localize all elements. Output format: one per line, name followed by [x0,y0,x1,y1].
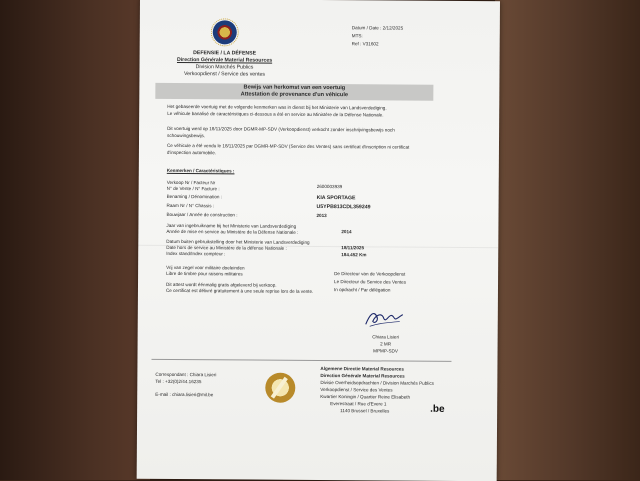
background-table-right [495,0,640,480]
spec-value-build-year: 2013 [316,212,327,219]
footer-org-line-6: Everestraat / Rue d'Evere 1 [330,401,387,407]
free-note-nl: Dit attest wordt éénmalig gratis afgeleverd bij verkoop. [165,281,277,288]
footer-org-line-3: Divisie Overheidsopdrachten / Division Marchés Publics [320,380,434,386]
signatory-line-1: De Directeur van de Verkoopdienst [334,271,406,277]
spec-label: Année de mise en service au Ministère de la Défense Nationale : [166,228,299,235]
background-table-left [0,0,150,480]
footer-divider [151,359,451,362]
footer-org-line-5: Kwartier Koningin / Quartier Reine Elisabeth [320,394,411,400]
footer-org-line-2: Direction Générale Material Resources [320,373,405,379]
signatory-line-3: In opdracht / Par délégation [333,287,391,293]
signatory-rank: 2 MR [380,341,392,347]
org-line-4: Verkoopdienst / Service des ventes [183,71,266,78]
date-line: Datum / Date : 2/12/2025 [351,25,404,31]
org-line-2: Direction Générale Material Resources [176,57,273,64]
spec-label: Raam Nr / N° Chassis : [166,202,215,209]
spec-label: Index stand/Index compteur : [166,250,226,257]
title-fr: Attestation de provenance d'un véhicule [240,91,349,99]
correspondent-name: Correspondant : Chiara Lisieri [155,371,217,378]
be-logo: .be [430,403,445,415]
signatory-unit: MPMP-SDV [373,348,398,354]
spec-value-odometer: 184.452 Km [341,252,367,258]
spec-value-service-year: 2014 [341,229,352,235]
intro-p3-fr-b: d'inspection automobile. [166,149,217,156]
spec-label: Bouwjaar / Année de construction : [166,211,238,218]
exemption-nl: Vrij van zegel voor militaire doeleinden [166,264,245,271]
footer-org-line-7: 1140 Brussel / Bruxelles [340,408,390,414]
intro-p2-nl: Dit voertuig werd op 18/11/2025 door DGMR-MP-SDV (Verkoopdienst) verkocht zonder inschrijvingsbewijs noch [167,125,395,133]
spec-label: N° de Vente / N° Facture : [166,185,220,192]
free-note-fr: Ce certificat est délivré gratuitement à une seule reprise lors de la vente. [165,287,314,294]
title-nl: Bewijs van herkomst van een voertuig [243,84,346,92]
footer-org-line-1: Algemene Directie Material Resources [320,366,404,372]
spec-label: Date hors de service au Ministère de la défense Nationale : [166,244,287,251]
spec-label: Verkoop Nr / Facteur Nr [166,179,216,186]
signatory-line-2: Le Directeur du Service des Ventes [334,279,407,285]
document-page [137,0,500,481]
handwritten-signature [364,306,404,328]
spec-label: Jaar van ingebruikname bij het Ministerie van Landsverdediging [166,222,297,229]
intro-p2-nl-b: schouwingsbewijs. [167,132,206,139]
spec-label: Benaming / Dénomination : [166,193,223,200]
correspondent-email: E-mail : chiara.lisieri@mil.be [155,391,214,398]
signatory-name: Chiara Lisieri [372,334,400,340]
spec-label: Datum buiten gebruikstelling door het Ministerie van Landsverdediging [166,238,310,245]
defense-seal-logo [213,20,237,44]
ref-line: Ref : V31602 [351,41,379,47]
mts-line: MTS: [351,33,363,39]
exemption-fr: Libre de timbre pour raisons militaires [166,270,243,277]
spec-value-decommission-date: 18/11/2025 [341,245,365,251]
specs-header: Kenmerken / Caractéristiques : [166,167,235,174]
spec-value-chassis: U5YPB813CDL359249 [316,203,371,211]
footer-org-line-4: Verkoopdienst / Service des Ventes [320,387,393,393]
spec-value-model: KIA SPORTAGE [316,194,356,202]
org-line-1: DEFENSIE / LA DÉFENSE [193,50,257,57]
intro-p1-nl: Het gebaseerde voertuig met de volgende kenmerken was in dienst bij het Ministerie van Landsverdediging. [167,103,387,111]
spec-value-sale-number: 2600003939 [316,183,343,190]
correspondent-phone: Tel : +32(0)2/44.16235 [155,378,202,385]
org-line-3: Division Marchés Publics [195,64,254,71]
intro-p3-fr: Ce véhicule a été vendu le 18/11/2025 par DGMR-MP-SDV (Service des Ventes) sans certificat d'inscription ni certificat [166,142,410,150]
intro-p1-fr: Le véhicule banalisé de caractéristiques ci-dessous a été en service au Ministère de la Défense Nationale. [167,110,384,118]
